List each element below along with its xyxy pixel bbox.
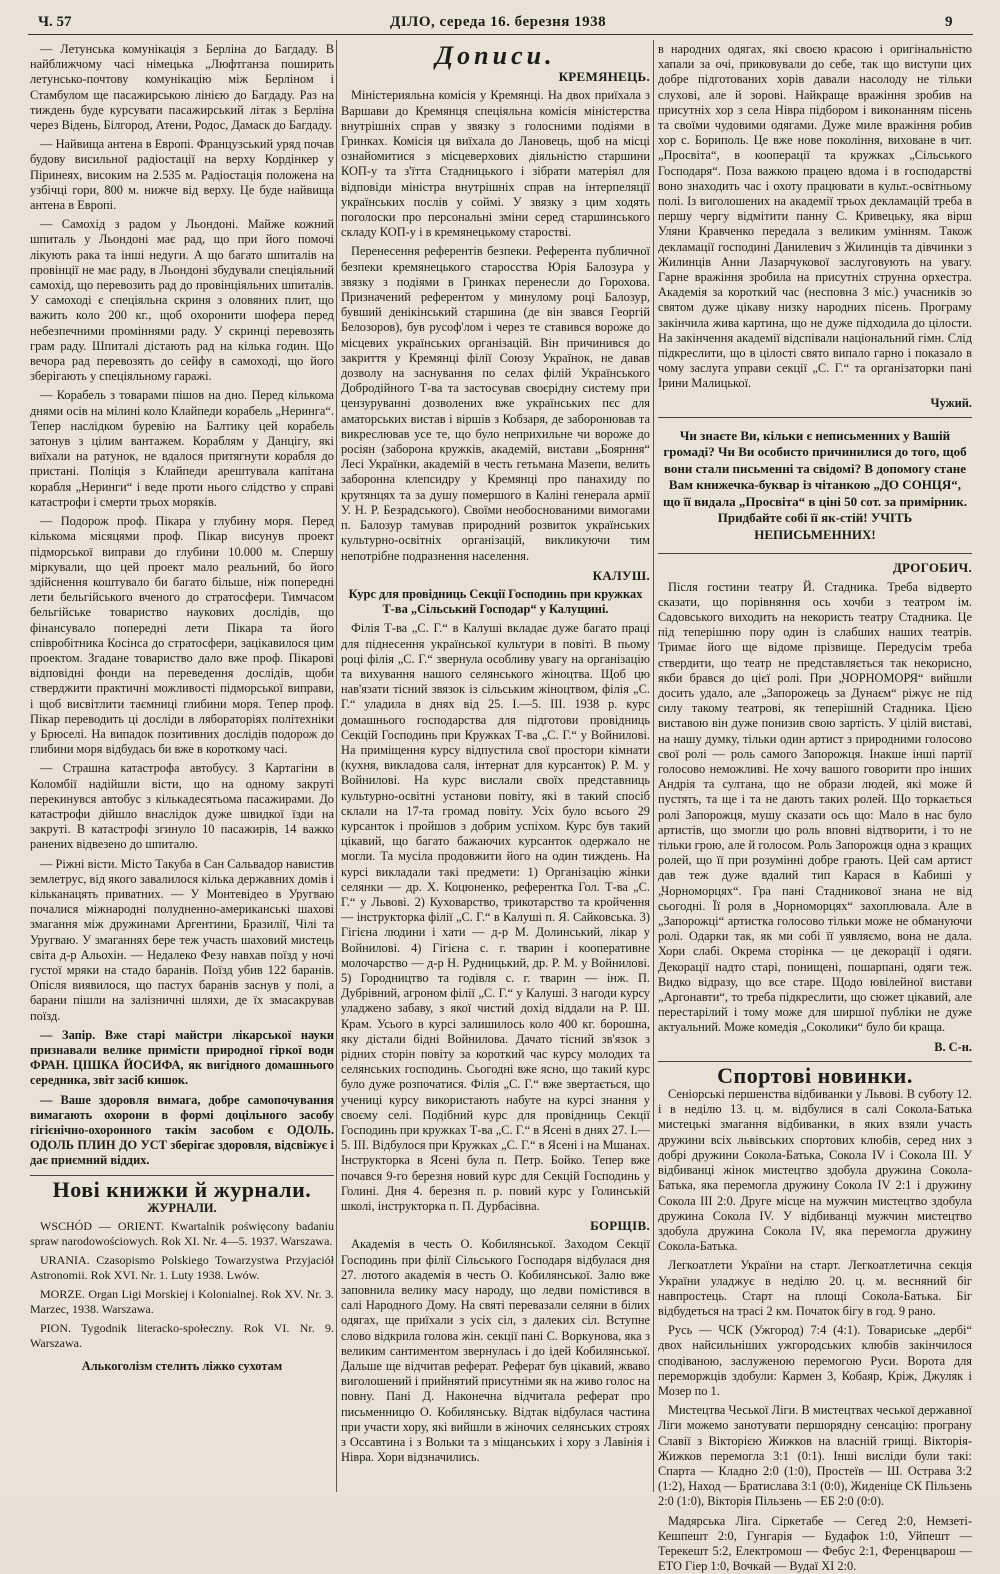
sports-item: Мадярська Ліга. Сіркетабе — Сегед 2:0, Немзеті-Кешпешт 2:0, Гунгарія — Будафок 1:0, Уйпешт — Терекешт 5:2, Електромош — Фебус 2:1, Ференцварош — ЕТО Гіер 1:0, Вочкай — Вудаї XI 2:0. <box>658 1513 972 1574</box>
article-paragraph: Академія в честь О. Кобилянської. Заходом Секції Господинь при філії Сільського Господаря відбулася дня 27. лютого академія в честь О. Кобилянської. Залю вже заповнила велику масу народу, що ледви помістився в салі Народного Дому. На святі перевазали селяни в білих одягах, ще приїхали з усіх сіл, з далеких сіл. Вступне слово відкрила голова жін. секції пані С. Воркунова, яка з великим сантиментом звернулась і до ідей Кобилянської. Дальше ще відчитав реферат. Реферат був цікавий, жваво виголошений і прийнятий присутніми як на живо голос на повну. Пані Д. Наконечна відчитала реферат про письменницю О. Кобилянську. Відтак відбулася частина при участи хору, які вийшли в жіночих селянських строях з Оссавтина і з Вольки та з міщанських і хору з Лавінія і Нівра. Хори відзначились. <box>341 1237 650 1465</box>
masthead-date: ДІЛО, середа 16. березня 1938 <box>390 14 607 30</box>
header-rule <box>28 34 973 35</box>
books-section-title: Нові книжки й журнали. <box>52 1176 312 1202</box>
news-item: — Летунська комунікація з Берліна до Багдаду. В найближчому часі німецька „Люфтганза поширить летунсько-почтову комунікацію між Берліном і Стамбулом ще пасажирською лінією до Багдаду. Раз на тиждень буде курсувати пасажирський літак з Берліна через Відень, Білгород, Атени, Родос, Дамаск до Багдаду. <box>30 42 334 133</box>
advertisement: — Ваше здоровля вимага, добре самопочування вимагають охорони в формі доцільного засобу гігієнічно-охоронного такім засобом є ОДОЛЬ. ОДОЛЬ ПЛИН ДО УСТ зберігає здоровля, відсвіжує і дає приємний віддих. <box>30 1092 334 1168</box>
journal-entry: PION. Tygodnik literacko-społeczny. Rok VI. Nr. 9. Warszawa. <box>30 1321 334 1351</box>
sports-item: Легкоатлети України на старт. Легкоатлетична секція України уладжує в неділю 20. ц. м. весняний біг навпростець. Старт на площі Сокола-Батька. Біг відбудеться на трасі 2 км. Початок бігу в год. 9 рано. <box>658 1258 972 1318</box>
sports-item: Русь — ЧСК (Ужгород) 7:4 (4:1). Товариське „дербі“ двох найсильніших ужгородських клюбів закінчилося сподіваною, заслуженою перемогою Руси. Ворота для переморжців здобули: Кармен 3, Кобаяр, Кріж, Джуляк і Мозер по 1. <box>658 1323 972 1398</box>
article-paragraph: Філія Т-ва „С. Г.“ в Калуші вкладає дуже багато праці для піднесення української культури в повіті. В пьому році філія „С. Г.“ звернула особливу увагу на організацію та вихування нашого селянського жіноцтва. Щоб цю нав'язати тісний звязок із сільським жіноцтвом, філія „С. Г.“ уладила в днях від 25. І.—5. III. 1938 р. курс домашнього господарства для підготови провідниць Секцій Господинь при Кружках Т-ва „С. Г.“ у Войнилові. На приміщення курсу відпустила свої простори кімнати (кухня, викладова саля, інтернат для курсанток) Р. М. у Войнилові. На курс вислали своїх представниць культурно-освітні установи повіту, які в такий спосіб склали на 17-та громад повіту. Усіх було всього 29 курсанток і пройшов з добрим успіхом. Курс був такий цікавий, що багато бажаючих курсанток одержало не могли. Та мусіла продовжити його на один тиждень. На курсі викладали такі предмети: 1) Організацію жінки селянки — др. Х. Коцюненко, референтка Гол. Т-ва „С. Г.“ у Львові. 2) Куховарство, трикотарство та кройчення — інструкторка філії „С. Г.“ в Калуші п. Я. Сайковська. 3) Гігієна людини і хати — д-р М. Долинський, лікар у Войнилові. 4) Гігієна с. г. тварин і кооперативне молочарство — д-р Н. Рудницький, др. Р. М. у Войнилові. 5) Городництво та годівля с. г. тварин — інж. П. Дубрівний, агроном філії „С. Г.“ у Калуші. З нагоди курсу уладжено забаву, з якої чистий дохід віддали на Р. Ш. Крам. Усього в курсі залишилось коло 400 кг. борошна, яку дістали бідні Войнилова. Дачато тісний зв'язок з рідних сторін повіту за короткий час курсу молодих та селянських господинь. Сьогодні вже ясно, що такий курс було дуже розпочатися. Філія „С. Г.“ вже звертається, що учениці курсу використають набуте на курсі знання у своєму селі. Подібний курс для провідниць Секції Господинь при кружках Т-ва „С. Г.“ в Ясені в днях 27. І.—5. III. Відбулося при Кружках „С. Г.“ в Ясені і на Мшанах. Інструкторка в Ясені була п. Петр. Бойко. Тепер вже почався 9-го березня новий курс для Секцій Господинь у Голині. Дня 4. березня п. р. повий курс у Голинській школі, інструкторка п. П. Дурбасівна. <box>341 621 650 1214</box>
dateline: БОРЩІВ. <box>590 1218 650 1234</box>
sports-section-title: Спортові новинки. <box>717 1062 913 1088</box>
article-headline: Курс для провідниць Секції Господинь при кружках Т-ва „Сільський Господар“ у Калущині. <box>348 586 643 617</box>
page-number: 9 <box>945 14 953 30</box>
article-paragraph: Перенесення референтів безпеки. Референта публичної безпеки кремянецького старосства Юрія Балозура у звязку з подіями в Гринках перенесли до Горохова. Призначений референтом у минулому році Балозур, бувший денікінський старшина (де він звався Георгій Белозоров), був русоф'лом і через те ставився вороже до місцевих українських організацій. Він причинився до закриття у Кремянці філії Союзу Українок, не давав дозволу на заснування по селах філій Українського Добродійного Т-ва та застосував своєрідну систему при цензуруванні дозволених вже українських пєс для аматорських вистав і віршів з Кобзаря, де заборонював та викреслював усе те, що було неприхильне чи вороже до росіян (заборона кружків, академій, вистави „Боярння“ Лесі Українки, академій в честь гетьмана Мазепи, велить заборонна клепсидру у Кремянці про панахиду по крутянцях та за душу помершого в Каліні генерала армії У. Н. Р. Безрадського). Своїми необоснованими вимогами п. Балозур тамував природний розвиток українських культурно-освітніх організацій, викликуючи тим непотрібне подразнення населення. <box>341 244 650 563</box>
advertisement: — Запір. Вже старі майстри лікарської науки признавали велике примісти природної гіркої води ФРАН. ЦІШКА ЙОСИФА, як вигідного домашнього середника, звіт засіб кишок. <box>30 1027 334 1088</box>
journal-entry: WSCHÓD — ORIENT. Kwartalnik poświęcony badaniu spraw narodowościowych. Rok XI. Nr. 4—5. 1937. Warszawa. <box>30 1219 334 1249</box>
column-divider <box>336 40 337 1492</box>
dateline: ДРОГОБИЧ. <box>892 560 972 576</box>
news-item: — Найвища антена в Европі. Французський уряд почав будову висильної радіостації на верху Кордінкер у Піринеях, високим на 2.535 м. Радіостація положена на узбічці гори, 800 м. нижче від верху. Це буде найвища антена в Европі. <box>30 137 334 213</box>
news-item: — Корабель з товарами пішов на дно. Перед кількома днями осів на мілині коло Клайпеди корабель „Неринга“. Тепер наслідком буревію на Балтику цей корабель затонув з цілим вантажем. Кораблям у Данцігу, які виїхали на ратунок, не вдалося притягнути корабля до пристані. Поліція з Клайпеди арештувала капітана корабля „Неринги“ і веде проти нього слідство у справі катастрофи і смерти трьох моряків. <box>30 388 334 509</box>
news-item: — Страшна катастрофа автобусу. З Картагіни в Коломбії надійшли вісти, що на одному закруті перекинувся автобус з кількадесятьома пасажирами. До катастрофи дійшло внаслідок дуже швидкої їзди на закруті. В катастрофі згинуло 10 пасажирів, 14 важко ранених відвезено до шпиталю. <box>30 761 334 852</box>
dateline: КАЛУШ. <box>592 567 650 583</box>
sports-item: Сеніорські першенства відбиванки у Львові. В суботу 12. і в неділю 13. ц. м. відбулися в салі Сокола-Батька мистецькі змагання відбиванки, в яких взяли участь дружини всіх львівських спортових клюбів, серед них з добрі дружини Сокола-Батька, Сокола IV і Сокола III. У відбиванці жінок мистецтво здобула дружина Сокола-Батька, яка перемогла дружину Сокола IV 2:1 і дружину Сокола III 2:0. Друге місце на мужчин мистецтво здобула дружина Сокола IV. У відбиванці мужчин мистецтво здобула дружина Сокола IV, яка перемогла дружину Сокола-Батька. <box>658 1087 972 1254</box>
section-rule <box>658 553 972 554</box>
section-rule <box>658 1061 972 1062</box>
books-subtitle: ЖУРНАЛИ. <box>147 1200 217 1215</box>
article-paragraph: Міністерияльна комісія у Кремянці. На двох приїхала з Варшави до Кремянця спеціяльна комісія міністерства внутрішніх справ у звязку з голосними подіями в Гринках. Комісія ця виїхала до Лановець, щоб на місці ознайомитися з місцеверхових діяльністю старшини КОП-у та з'їтта Стадницького і зібрати матеріял для відповіди міністра внутрішніх справ на інтерпеляції українських послів у соймі. У звязку з цим ходять поголоски про персональні зміни серед старшинського складу КОП-у і в кремянецькому старостві. <box>341 88 650 240</box>
sports-item: Мистецтва Чеської Ліги. В мистецтвах чеської державної Ліги можемо занотувати першорядну сенсацію: програну Славії з Вікторією Жижков на власній грищі. Вікторія-Жижков перемогла 3:1 (0:1). Інші висліди були такі: Спарта — Кладно 2:0 (1:0), Простеїв — Ш. Острава 3:2 (1:2), Наход — Братислава 3:1 (0:0), Жиденіце СК Пільзень 2:0 (1:0), Вікторія Пільзень — ЕБ 2:0 (0:0). <box>658 1403 972 1509</box>
author-signature: Чужий. <box>930 395 972 410</box>
slogan: Алькоголізм стелить ліжко сухотам <box>81 1359 283 1374</box>
dateline: КРЕМЯНЕЦЬ. <box>558 69 650 85</box>
section-rule <box>658 417 972 418</box>
news-item: — Ріжні вісти. Місто Такуба в Сан Сальвадор навистив землетрус, від якого завалилося кілька державних домів і кільканацять приватних. — У Монтевідео в Уругваю почалися міжнародні полудненно-американські шахові змагання між дружинами Аргентини, Бразилії, Чілі та Уругваю. У змаганнях бере теж участь шаховий мистець світа д-р Альохін. — Недалеко Фезу навхав поїзд у ночі густої мряки на стадо баранів. Поїзд убив 122 баранів. Опісля виявилося, що пастух баранів заснув у полі, а барани пішли на залізничні шляхи, де їх змасакрував поїзд. <box>30 856 334 1023</box>
column-3 <box>658 42 972 1574</box>
news-item: — Подорож проф. Пікара у глубину моря. Перед кількома місяцями проф. Пікар висунув проект підморської виправи до глубини 10.000 м. Спершу міркували, що цей проект мало реальний, бо його здійснення коштувало би багато більше, ніж попередні лети бельгійського вченого до стратосфери. Тимчасом бельгійське товариство наукових дослідів, що фінансувало попередні лети Пікара та його співробітника Косінса до стратосфери, зацікавилося цим проектом. Згадане товариство дало вже проф. Пікарові відповідні фонди на переведення дослідів, щоби стверджити практичні можливості підморської виправи, і щоб висвітлити таємниці глибини моря. Тепер проф. Пікар переводить ці досліди в лябораторіях політехніки у Брюселі. На випадок позитивних дослідів подорож до глибини моря відбудась би вже в короткому часі. <box>30 514 334 757</box>
column-2 <box>341 42 650 1490</box>
literacy-notice: Чи знаєте Ви, кільки є неписьменних у Вашій громаді? Чи Ви особисто причинилися до того, щоб вони стали письменні та свідомі? В допомогу стане Вам книжечка-буквар із чітанкою „ДО СОНЦЯ“, що її видала „Просвіта“ в ціні 50 сот. за примірник. Придбайте собі її як-стій! УЧІТЬ НЕПИСЬМЕННИХ! <box>662 427 968 542</box>
column-divider <box>653 40 654 1492</box>
page-section-number: Ч. 57 <box>38 14 72 30</box>
column-1 <box>30 42 334 1490</box>
article-paragraph: Після гостини театру Й. Стадника. Треба відверто сказати, що порівняння ось хочби з театром ім. Садовського виходить на некористь театру Стадника. Це під теперішню пору один із слабших наших театрів. Тримає його ще відоме прізвище. Передусім треба ствердити, що театр не представляється так некорисно, якби брався до цієї ролі. При „ЧОРНОМОРЯ“ вийшли досить удало, але „Запорожець за Дунаєм“ ріжує не під силу такому театрові, як теперішній Стадника. Цією виставою він дуже понизив свою зартість. У цілій виставі, на нашу думку, тільки один артист з природними голосово свої ролі — роль самого Запорожця. Інакше інші партії голосово неможливі. Не хочу вашого говорити про інших Андрія та султана, що не образи людей, які може й пустять, та ще і та не дають таких ролей. Що торкається ролі Запорожця, мушу сказати ось що: Мало в нас було артистів, що змогли цю роль вповні відтворити, і то не тільки грою, але й голосом. Роль Запорожця одна з кращих ролей, що її при розумінні добре грають. Цей сам артист дав теж дуже вдалий тип Карася в Кабиші у „Чорноморцях“. Гра пані Стадникової знана не від сьогодні. Її роля в „Чорноморцях“ захоплювала. Але в „Запорожці“ артистка голосово тільки може не обмануючи ролі. Одарки так, як ми собі її уявляємо, вона не дала. Хори слабі. Окрема сторінка — це декорації і одяги. Декорації надто старі, понищені, пошарпані, одяги теж. Видко відразу, що все старе. Щодо ювілейної вистави „Аргонавти“, то треба підкреслити, що сюжет цікавий, але перестарілий і тому може для ширшої публіки не дуже актуальний. Може комедія „Соколики“ було би краща. <box>658 579 972 1035</box>
correspondence-heading: Дописи. <box>435 41 556 70</box>
section-rule <box>30 1175 334 1176</box>
journal-entry: MORZE. Organ Ligi Morskiej i Kolonialnej. Rok XV. Nr. 3. Marzec, 1938. Warszawa. <box>30 1287 334 1317</box>
journal-entry: URANIA. Czasopismo Polskiego Towarzystwa Przyjaciół Astronomii. Rok XVI. Nr. 1. Luty 1938. Lwów. <box>30 1253 334 1283</box>
author-signature: В. С-н. <box>934 1039 972 1054</box>
article-paragraph: в народних одягах, які своєю красою і оригінальністю хапали за очі, приковували до себе, так що виступи цих добре підготованих хорів давали насолоду не тільки слухові, але й зорові. Найкраще вражіння зробив на присутніх хор з села Нівра підбором і виконанням пісень та своїми чудовими одягами. Дуже миле вражіння робив хор с. Бориполь. Це вже нове покоління, виховане в чит. „Просвіта“, в кооперації та кружках „Сільського Господаря“. Поза важкою працею вдома і в господарстві воно знаходить час і охоту працювати в культ.-освітньому полі. Із виголошених на академії трьох декламацій треба в першу чергу відмітити панну С. Кривецьку, яка вірш Уляни Кравченко передала з великим умінням. Також декламації господині Данилевич з Жилинців та дівчинки з Жилинців Анни Лазарчукової заслуговують на увагу. Гарне вражіння зробила на присутніх струнна орхестра. Академія за короткий час (несповна 3 міс.) учасників зо святом дуже цікаву низку народних пісень. Програму закінчила жива картина, що не дуже підходила до цілости. На закінчення академії відспівали національний гімн. Слід підкреслити, що в цілості свято випало гарно і показало в чому заслуга управи секції „С. Г.“ та організаторки пані Ірини Малицької. <box>658 42 972 391</box>
news-item: — Самохід з радом у Льондоні. Майже кожний шпиталь у Льондоні має рад, що при його помочі лікують рака та інші недуги. А що багато шпиталів на провінції не має раду, в Льондоні збудували спеціяльний самохід, що перевозить рад до провінціяльних шпиталів. У самоході є спеціяльна скриня з оловяних плит, що важить коло 200 кг., щоб охоронити шофера перед небезпечними проміннями раду. У скринці перевозять грам раду. Шпиталі дістають рад на кілька годин. Що вечора рад перевозять до сейфу в самоході, що його зберігають у спеціяльному гаражі. <box>30 217 334 384</box>
